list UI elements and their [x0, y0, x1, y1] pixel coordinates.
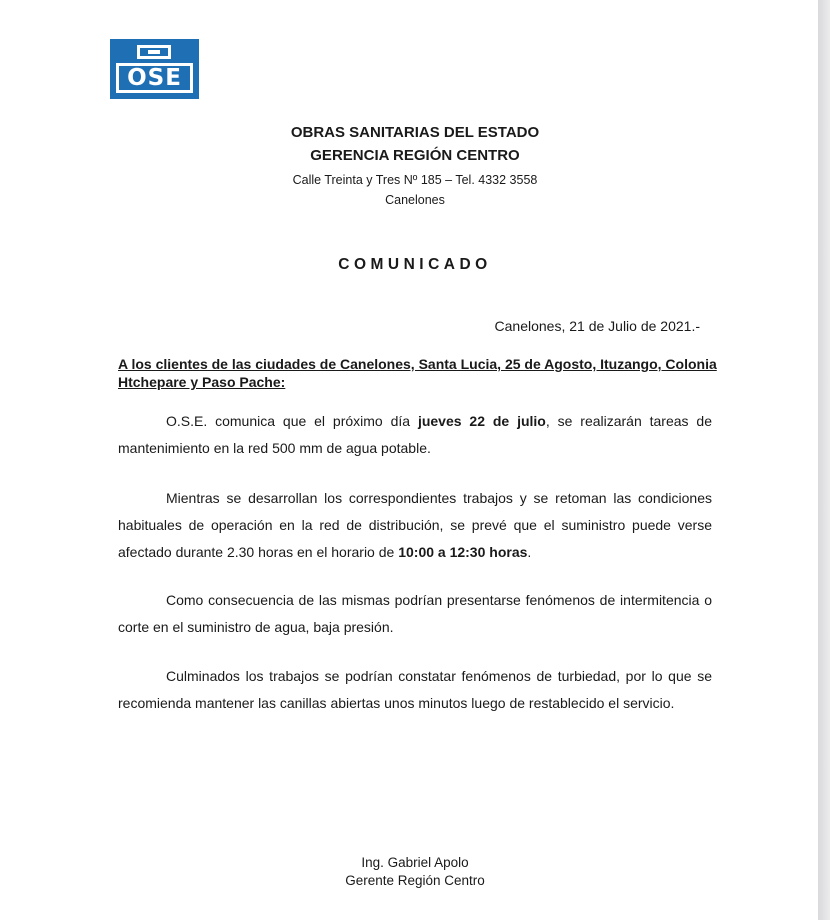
paragraph-consequences: Como consecuencia de las mismas podrían presentarse fenómenos de intermitencia o corte en el suministro de agua, baja presión. [118, 592, 712, 635]
paragraph-maintenance-notice [118, 408, 712, 462]
division-name: GERENCIA REGIÓN CENTRO [310, 147, 520, 164]
recipients-line: A los clientes de las ciudades de Canelones, Santa Lucia, 25 de Agosto, Ituzango, Colonia Htchepare y Paso Pache: [118, 356, 717, 390]
address-line: Calle Treinta y Tres Nº 185 – Tel. 4332 3558 [292, 173, 538, 187]
page-edge-shadow [818, 0, 830, 920]
paragraph-text: . [527, 544, 532, 560]
document-title: COMUNICADO [338, 256, 492, 273]
paragraph-text: Mientras se desarrollan los correspondientes trabajos y se retoman las condiciones habituales de operación en la red de distribución, se prevé que el suministro puede verse afectado durante 2.30 horas en el horario de [118, 490, 712, 560]
paragraph-text: O.S.E. comunica que el próximo día [166, 413, 418, 429]
paragraph-text: , se realizarán tareas de mantenimiento en la red 500 mm de agua potable. [118, 413, 712, 456]
signature-role: Gerente Región Centro [345, 873, 485, 888]
signature-name: Ing. Gabriel Apolo [361, 855, 469, 870]
ose-logo-icon [110, 39, 199, 99]
org-name: OBRAS SANITARIAS DEL ESTADO [290, 124, 540, 141]
paragraph-recommendation: Culminados los trabajos se podrían constatar fenómenos de turbiedad, por lo que se recomienda mantener las canillas abiertas unos minutos luego de restablecido el servicio. [118, 668, 712, 711]
outage-hours: 10:00 a 12:30 horas [398, 544, 528, 560]
maintenance-date: jueves 22 de julio [417, 413, 546, 429]
logo-text: OSE [116, 63, 193, 93]
logo-top-bar [148, 50, 160, 54]
date-line: Canelones, 21 de Julio de 2021.- [494, 318, 700, 334]
city-line: Canelones [385, 193, 445, 207]
logo-top-frame [137, 45, 171, 59]
paragraph-supply-schedule [118, 485, 712, 566]
